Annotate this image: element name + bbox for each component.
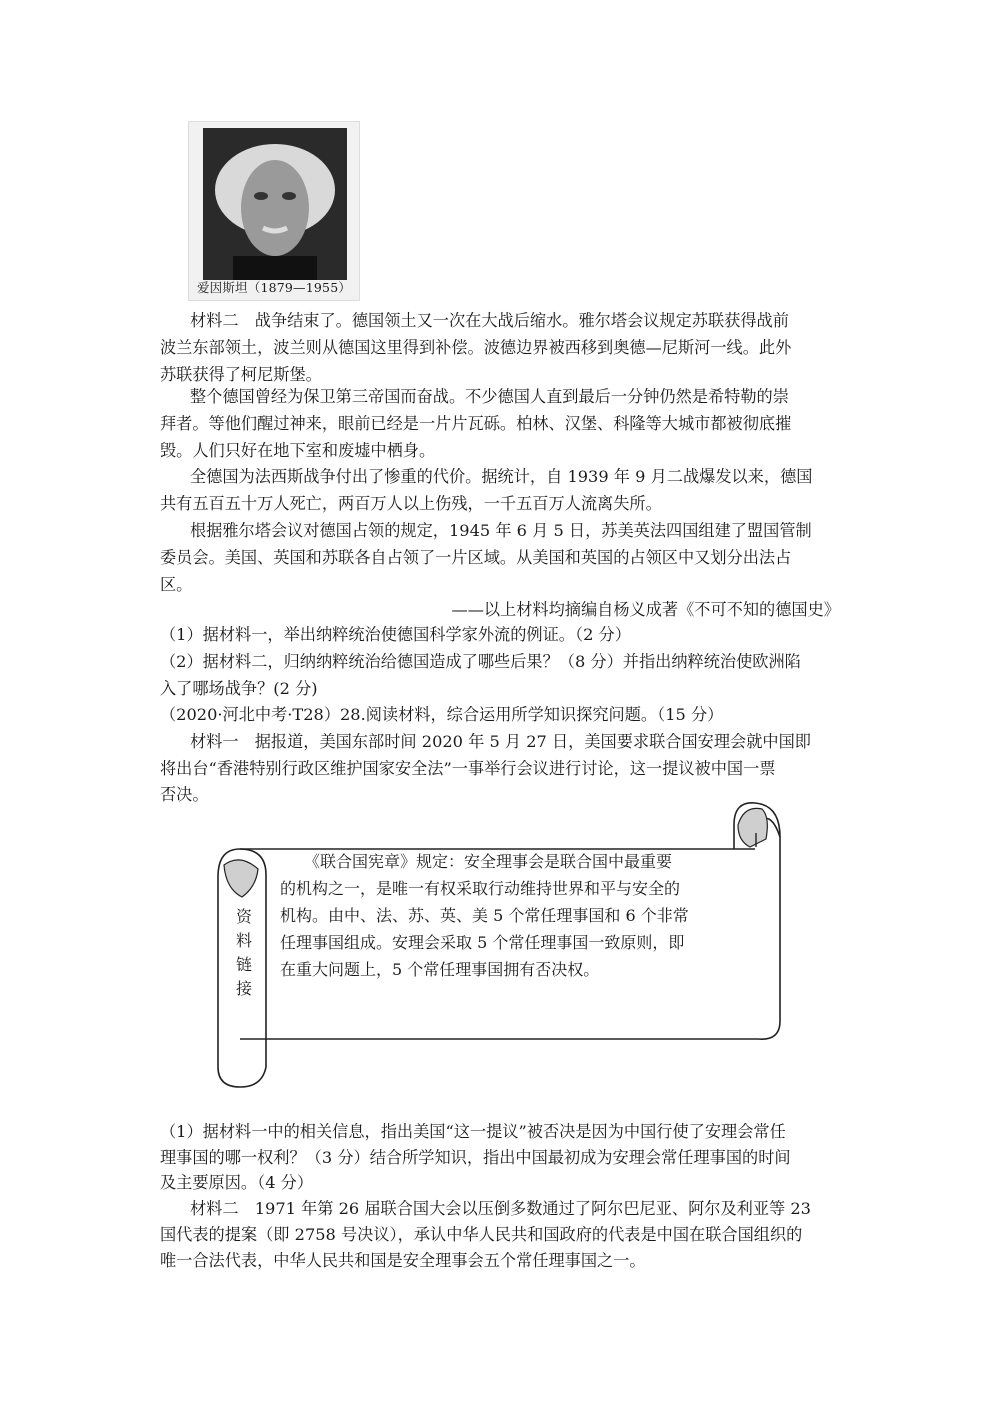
text-line: 根据雅尔塔会议对德国占领的规定，1945 年 6 月 5 日，苏美英法四国组建了盟国管制	[190, 521, 812, 540]
text-line: 材料二 1971 年第 26 届联合国大会以压倒多数通过了阿尔巴尼亚、阿尔及利亚等 23	[190, 1199, 811, 1218]
scroll-line: 在重大问题上，5 个常任理事国拥有否决权。	[280, 960, 600, 979]
question-line: （2）据材料二，归纳纳粹统治给德国造成了哪些后果？（8 分）并指出纳粹统治使欧洲陷	[160, 652, 801, 671]
question-line: 理事国的哪一权利？（3 分）结合所学知识，指出中国最初成为安理会常任理事国的时间	[160, 1148, 791, 1167]
text-line: 委员会。美国、英国和苏联各自占领了一片区域。从美国和英国的占领区中又划分出法占	[160, 548, 792, 567]
question-line: 入了哪场战争？(2 分)	[160, 679, 318, 698]
text-line: 全德国为法西斯战争付出了惨重的代价。据统计，自 1939 年 9 月二战爆发以来，德国	[190, 467, 813, 486]
text-line: 波兰东部领土，波兰则从德国这里得到补偿。波德边界被西移到奥德—尼斯河一线。此外	[160, 338, 792, 357]
text-line: 国代表的提案（即 2758 号决议），承认中华人民共和国政府的代表是中国在联合国组织的	[160, 1225, 803, 1244]
scroll-line: 《联合国宪章》规定：安全理事会是联合国中最重要	[280, 852, 673, 871]
source-attribution: ——以上材料均摘编自杨义成著《不可不知的德国史》	[451, 600, 840, 619]
material-link-label: 资 料 链 接	[235, 907, 252, 998]
scroll-line: 机构。由中、法、苏、英、美 5 个常任理事国和 6 个非常	[280, 906, 689, 925]
portrait-image	[203, 128, 347, 280]
text-line: 否决。	[160, 785, 209, 804]
question-line: （1）据材料一，举出纳粹统治使德国科学家外流的例证。（2 分）	[160, 625, 631, 644]
text-line: 材料一 据报道，美国东部时间 2020 年 5 月 27 日，美国要求联合国安理会就中国即	[190, 732, 811, 751]
text-line: 苏联获得了柯尼斯堡。	[160, 365, 322, 384]
text-line: 共有五百五十万人死亡，两百万人以上伤残，一千五百万人流离失所。	[160, 494, 662, 513]
einstein-photo	[188, 121, 360, 301]
text-line: 材料二 战争结束了。德国领土又一次在大战后缩水。雅尔塔会议规定苏联获得战前	[190, 311, 789, 330]
scroll-content	[280, 848, 689, 983]
scroll-line: 的机构之一，是唯一有权采取行动维持世界和平与安全的	[280, 879, 681, 898]
photo-caption: 爱因斯坦（1879—1955）	[196, 280, 352, 295]
question-line: （1）据材料一中的相关信息，指出美国“这一提议”被否决是因为中国行使了安理会常任	[160, 1122, 786, 1141]
text-line: 整个德国曾经为保卫第三帝国而奋战。不少德国人直到最后一分钟仍然是希特勒的崇	[190, 387, 789, 406]
question-line: 及主要原因。（4 分）	[160, 1173, 314, 1192]
text-line: 区。	[160, 575, 193, 594]
question-header: （2020·河北中考·T28）28.阅读材料，综合运用所学知识探究问题。（15 分）	[160, 705, 724, 724]
text-line: 拜者。等他们醒过神来，眼前已经是一片片瓦砾。柏林、汉堡、科隆等大城市都被彻底摧	[160, 414, 792, 433]
text-line: 毁。人们只好在地下室和废墟中栖身。	[160, 441, 436, 460]
text-line: 将出台“香港特别行政区维护国家安全法”一事举行会议进行讨论，这一提议被中国一票	[160, 759, 776, 778]
text-line: 唯一合法代表，中华人民共和国是安全理事会五个常任理事国之一。	[160, 1251, 646, 1270]
scroll-line: 任理事国组成。安理会采取 5 个常任理事国一致原则，即	[280, 933, 685, 952]
